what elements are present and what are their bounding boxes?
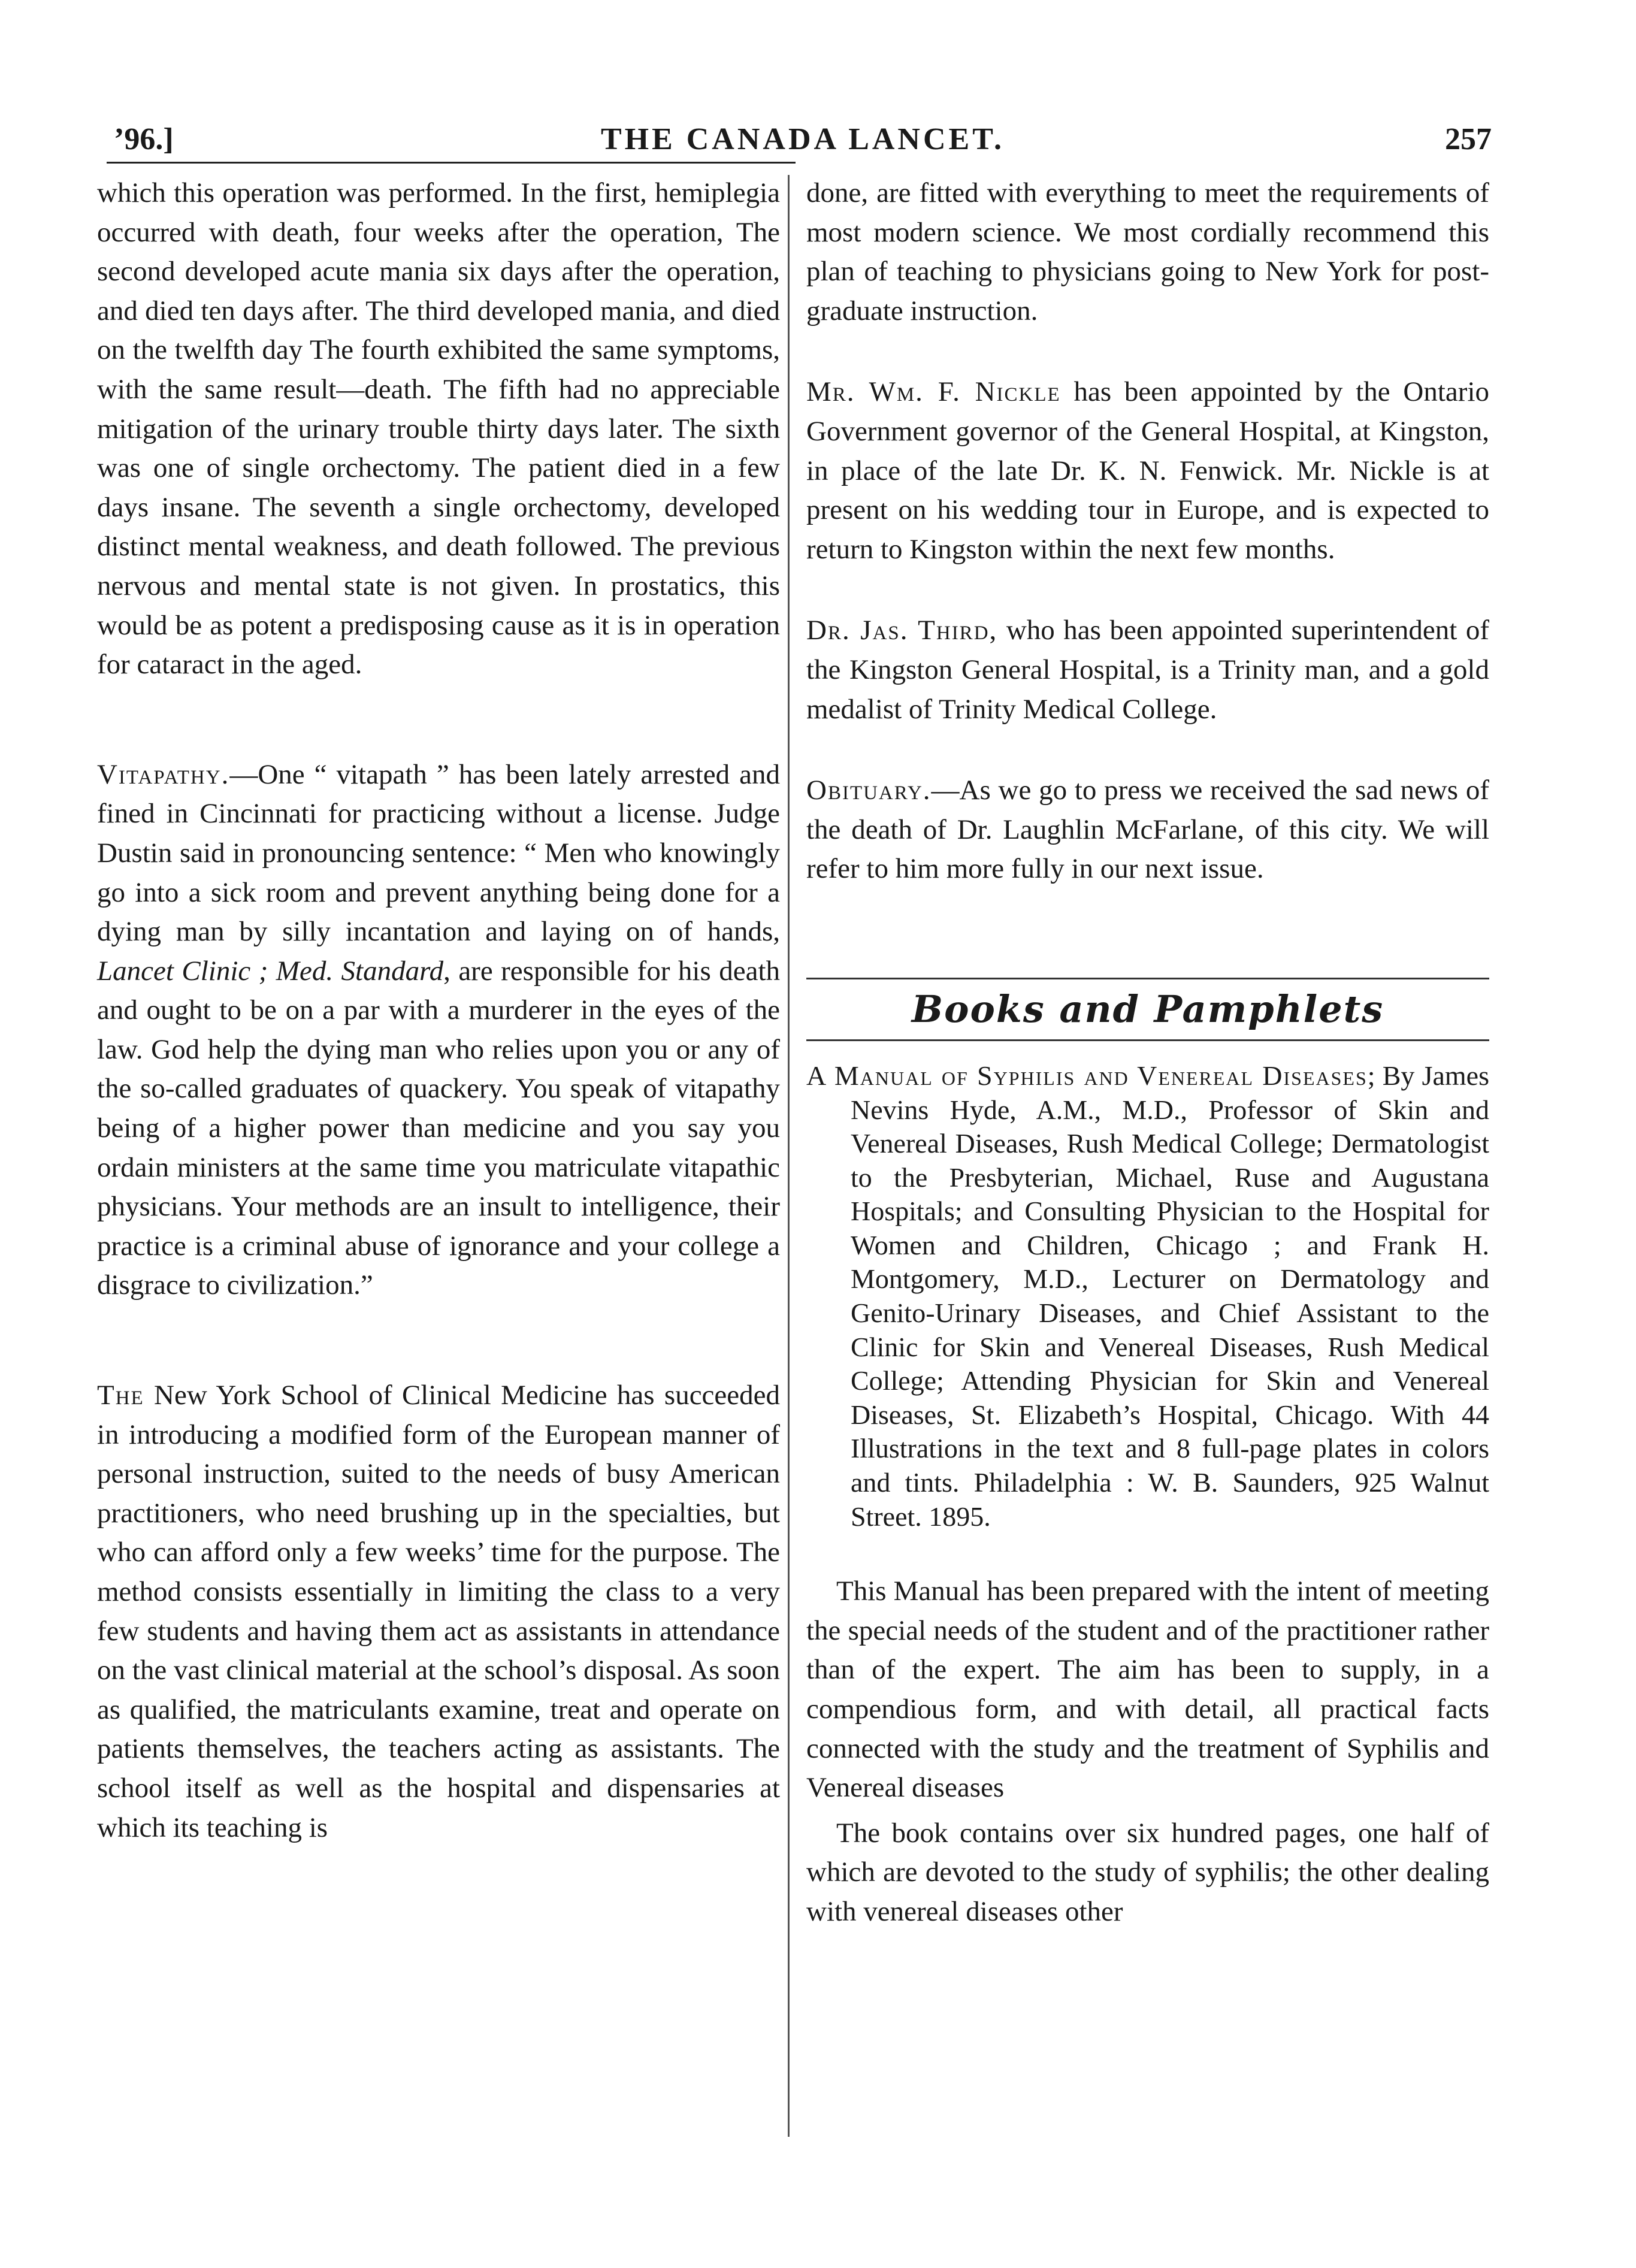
running-header — [114, 117, 1492, 162]
vitapathy-heading: Vitapathy. — [97, 758, 230, 790]
book-reference: A Manual of Syphilis and Venereal Diseases; By James Nevins Hyde, A.M., M.D., Professor of Skin and Venereal Diseases, Rush Medical College; Dermatologist to the Presbyterian, Michael, Ruse and Augustana Hospitals; and Consulting Physician to the Hospital for Women and Children, Chicago ; and Frank H. Montgomery, M.D., Lecturer on Dermatology and Genito-Urinary Diseases, and Chief Assistant to the Clinic for Skin and Venereal Diseases, Rush Medical College; Attending Physician for Skin and Venereal Diseases, St. Elizabeth’s Hospital, Chicago. With 44 Illustrations in the text and 8 full-page plates in colors and tints. Philadelphia : W. B. Saunders, 925 Walnut Street. 1895. — [806, 1060, 1489, 1532]
header-year: ’96.] — [114, 122, 174, 156]
teaching-plan-paragraph: done, are fitted with everything to meet the requirements of most modern science. We most cordially recommend this plan of teaching to physicians going to New York for post-graduate instruction. — [806, 177, 1489, 326]
book-title: A Manual of Syphilis and Venereal Diseases — [806, 1060, 1368, 1091]
right-column — [806, 174, 1489, 1932]
vitapathy-paragraph: Vitapathy.—One “ vitapath ” has been lately arrested and fined in Cincinnati for practicing without a license. Judge Dustin said in pronouncing sentence: “ Men who knowingly go into a sick room and prevent anything being done for a dying man by silly incantation and laying on of hands, Lancet Clinic ; Med. Standard, are responsible for his death and ought to be on a par with a murderer in the eyes of the law. God help the dying man who relies upon you or any of the so-called graduates of quackery. You speak of vitapathy being of a higher power than medicine and you say you ordain ministers at the same time you matriculate vitapathic physicians. Your methods are an insult to intelligence, their practice is a criminal abuse of ignorance and your college a disgrace to civilization.” — [97, 758, 780, 1301]
nickle-paragraph: Mr. Wm. F. Nickle has been appointed by the Ontario Government governor of the General Hospital, at Kingston, in place of the late Dr. K. N. Fenwick. Mr. Nickle is at present on his wedding tour in Europe, and is expected to return to Kingston within the next few months. — [806, 376, 1490, 565]
operation-results-paragraph: which this operation was performed. In the first, hemiplegia occurred with death, four weeks after the operation, The second developed acute mania six days after the operation, and died ten days after. The third developed mania, and died on the twelfth day The fourth exhibited the same symptoms, with the same result—death. The fifth had no appreciable mitigation of the urinary trouble thirty days later. The sixth was one of single orchectomy. The patient died in a few days insane. The seventh a single orchectomy, developed distinct mental weakness, and death followed. The previous nervous and mental state is not given. In prostatics, this would be as potent a predisposing cause as it is in operation for cataract in the aged. — [97, 177, 780, 681]
section-title: Books and Pamphlets — [911, 987, 1384, 1031]
third-name: Dr. Jas. Third, — [806, 615, 998, 646]
journal-title: THE CANADA LANCET. — [600, 122, 1005, 156]
book-contents-paragraph: The book contains over six hundred pages, one half of which are devoted to the study of syphilis; the other dealing with venereal diseases other — [806, 1817, 1489, 1927]
obituary-paragraph: Obituary.—As we go to press we received the sad news of the death of Dr. Laughlin McFarlane, of this city. We will refer to him more fully in our next issue. — [806, 775, 1489, 885]
nickle-name: Mr. Wm. F. Nickle — [806, 376, 1061, 408]
manual-description-paragraph: This Manual has been prepared with the intent of meeting the special needs of the student and of the practitioner rather than of the expert. The aim has been to supply, in a compendious form, and with detail, all practical facts connected with the study and the treatment of Syphilis and Venereal diseases — [806, 1575, 1489, 1804]
header-rule — [107, 162, 796, 164]
obituary-heading: Obituary. — [806, 775, 932, 806]
clinical-school-paragraph: The New York School of Clinical Medicine has succeeded in introducing a modified form of the European manner of personal instruction, suited to the needs of busy American practitioners, who need brushing up in the specialties, but who can afford only a few weeks’ time for the purpose. The method consists essentially in limiting the class to a very few students and having them act as assistants in attendance on the vast clinical material at the school’s disposal. As soon as qualified, the matriculants examine, treat and operate on patients themselves, the teachers acting as assistants. The school itself as well as the hospital and dispensaries at which its teaching is — [97, 1380, 780, 1843]
third-paragraph: Dr. Jas. Third, who has been appointed superintendent of the Kingston General Hospital, is a Trinity man, and a gold medalist of Trinity Medical College. — [806, 615, 1489, 725]
journal-citation: Lancet Clinic ; Med. Standard — [97, 955, 444, 987]
page-number: 257 — [1445, 122, 1492, 156]
column-divider — [788, 175, 790, 2137]
left-column — [97, 174, 780, 1847]
